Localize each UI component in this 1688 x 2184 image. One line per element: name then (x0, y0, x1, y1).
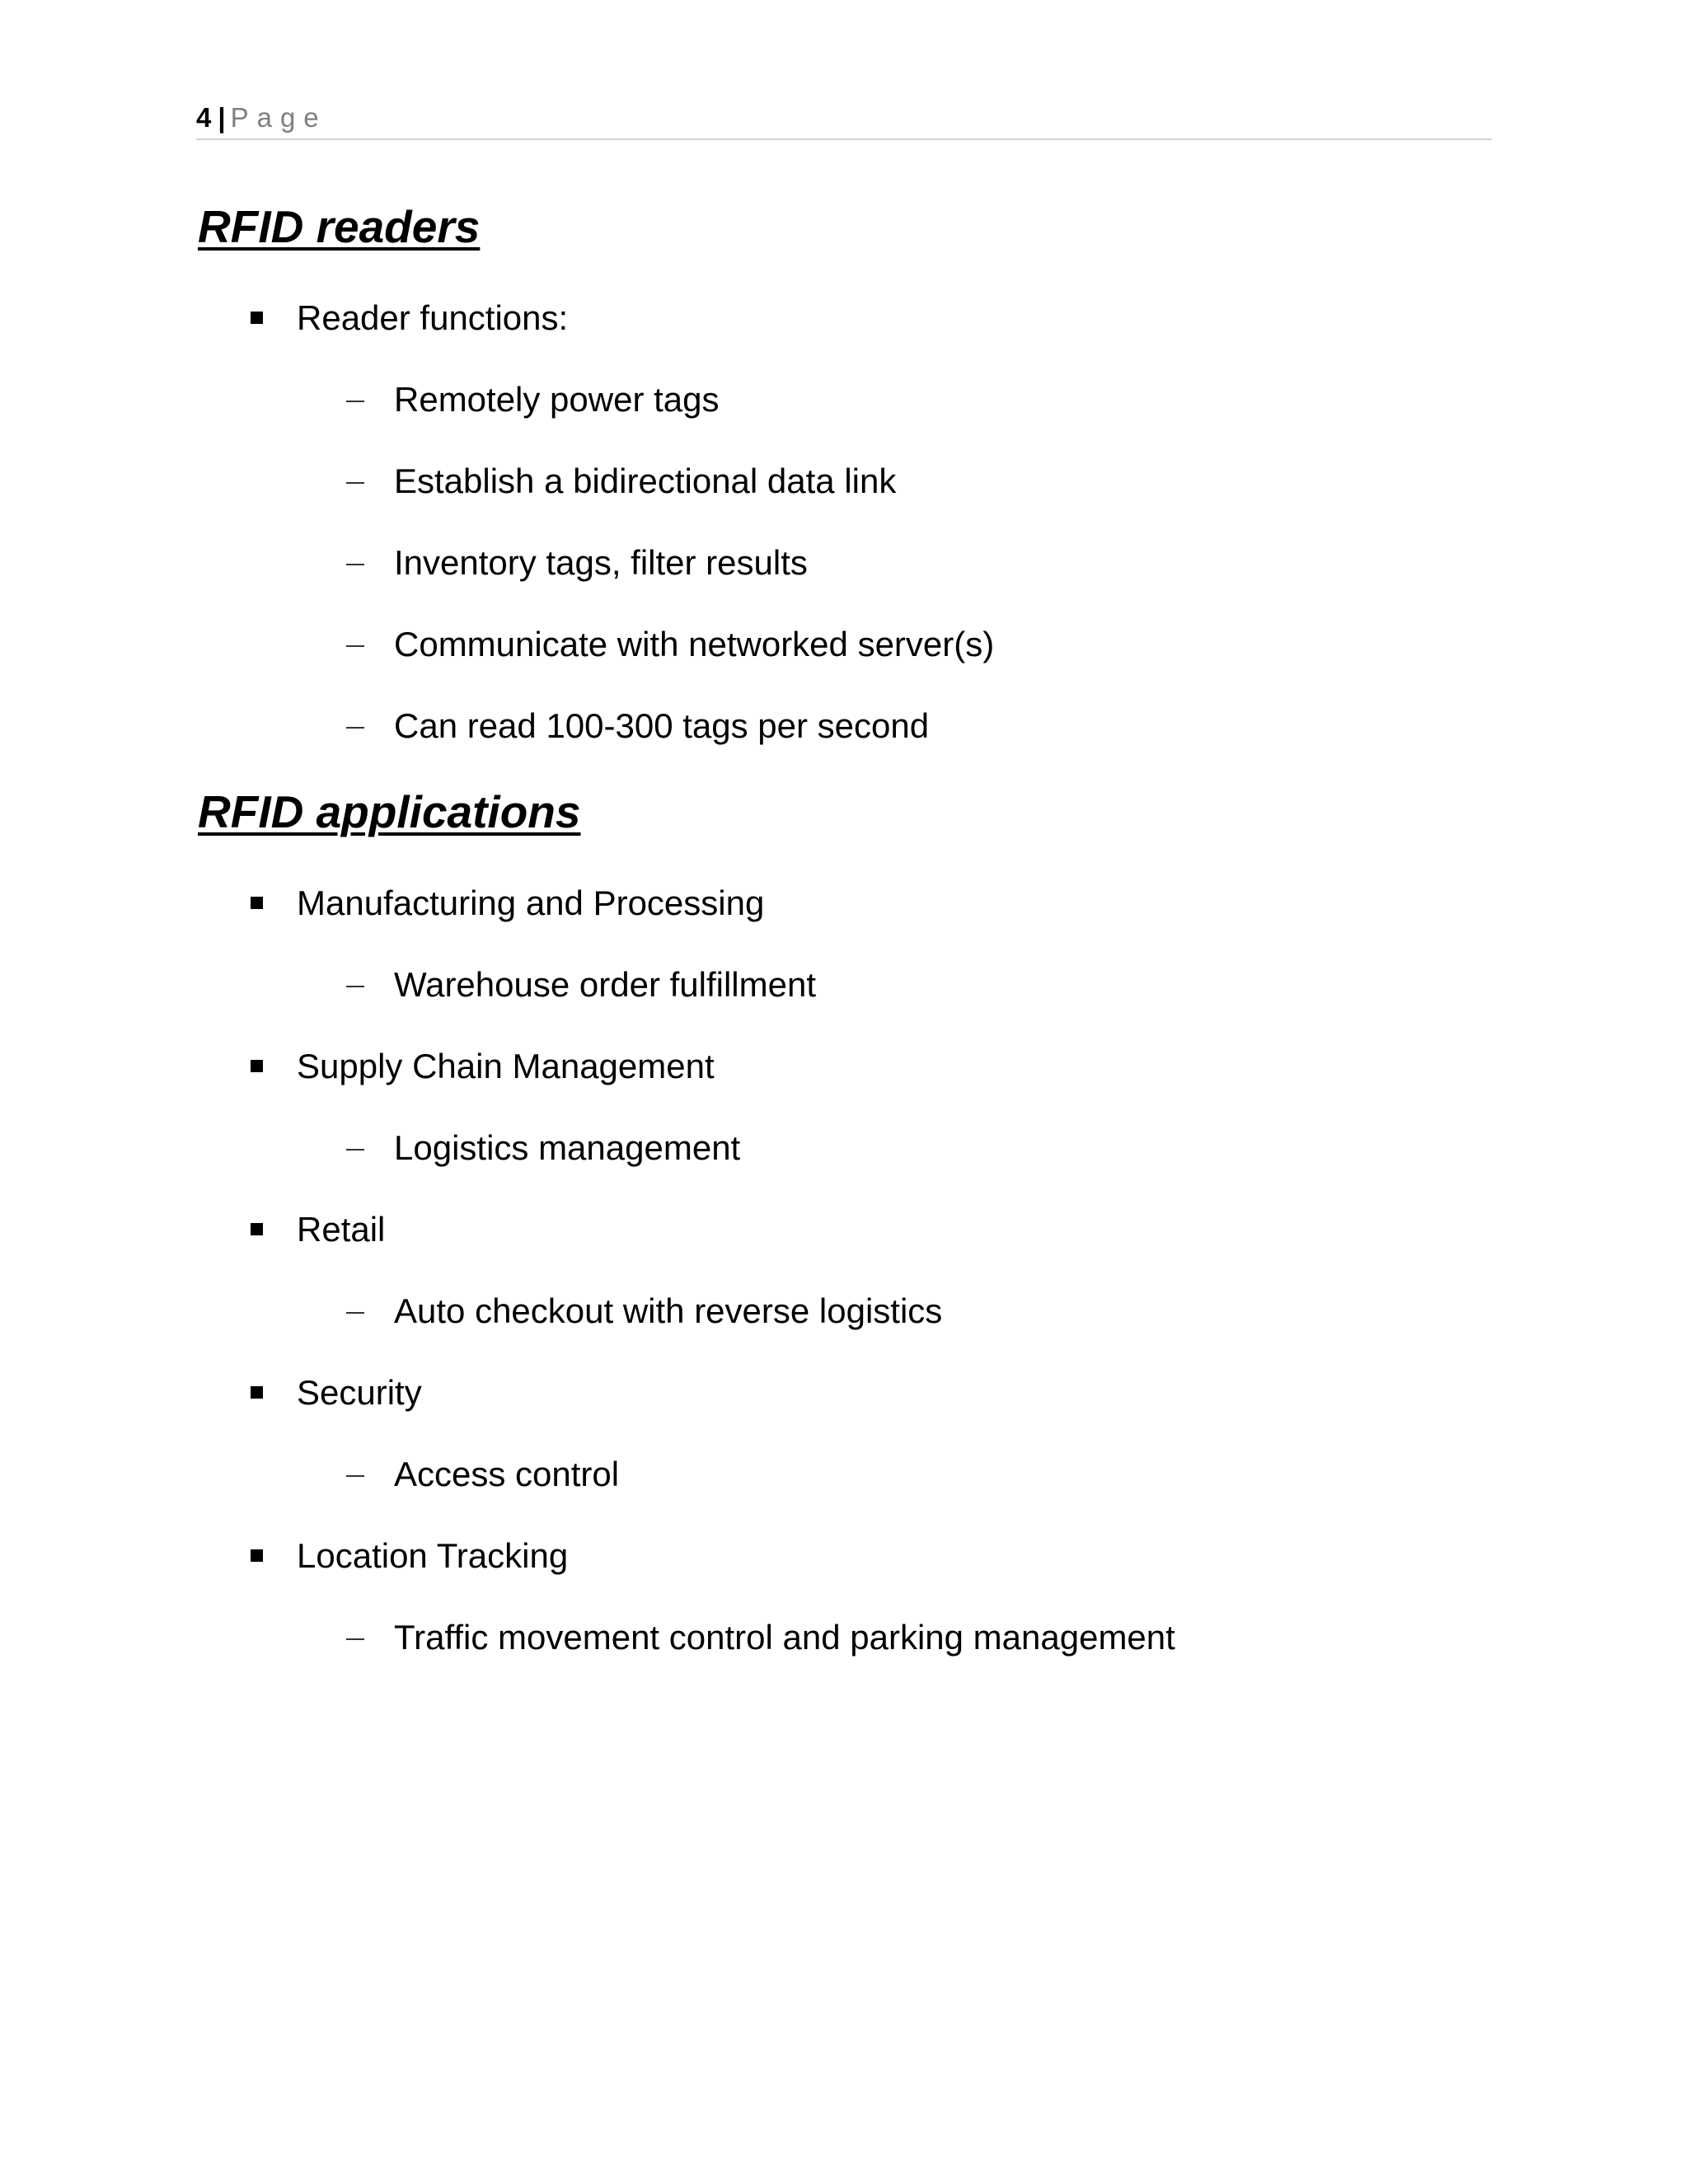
list-subitem-text: Establish a bidirectional data link (394, 462, 897, 500)
list-item-text: Supply Chain Management (297, 1047, 715, 1085)
list-item-text: Retail (297, 1210, 386, 1249)
page-header (196, 97, 1492, 140)
list-item-text: Location Tracking (297, 1536, 569, 1575)
dash-bullet-icon (346, 401, 364, 402)
list-subitem-text: Access control (394, 1455, 620, 1493)
list-subitem-text: Communicate with networked server(s) (394, 625, 995, 663)
page-label: Page (230, 102, 327, 133)
dash-bullet-icon (346, 727, 364, 729)
dash-bullet-icon (346, 645, 364, 647)
section-heading-rfid-applications: RFID applications (198, 786, 581, 837)
list-subitem-text: Can read 100-300 tags per second (394, 706, 930, 745)
list-subitem-text: Inventory tags, filter results (394, 543, 808, 582)
square-bullet-icon (251, 897, 263, 909)
section-heading-rfid-readers: RFID readers (198, 201, 481, 252)
square-bullet-icon (251, 1060, 263, 1072)
page-number: 4 (196, 102, 212, 133)
list-subitem-text: Auto checkout with reverse logistics (394, 1291, 943, 1330)
square-bullet-icon (251, 1386, 263, 1399)
dash-bullet-icon (346, 564, 364, 565)
list-subitem-text: Remotely power tags (394, 380, 720, 419)
dash-bullet-icon (346, 986, 364, 987)
page-separator: | (218, 102, 226, 133)
dash-bullet-icon (346, 482, 364, 484)
dash-bullet-icon (346, 1312, 364, 1314)
square-bullet-icon (251, 1549, 263, 1562)
list-subitem-text: Traffic movement control and parking management (394, 1618, 1175, 1657)
list-subitem-text: Logistics management (394, 1128, 741, 1167)
dash-bullet-icon (346, 1149, 364, 1151)
list-subitem-text: Warehouse order fulfillment (394, 965, 816, 1004)
list-item-text: Security (297, 1373, 422, 1412)
dash-bullet-icon (346, 1638, 364, 1640)
square-bullet-icon (251, 312, 263, 324)
list-item-text: Reader functions: (297, 298, 569, 337)
square-bullet-icon (251, 1223, 263, 1235)
list-item-text: Manufacturing and Processing (297, 883, 765, 922)
dash-bullet-icon (346, 1475, 364, 1477)
